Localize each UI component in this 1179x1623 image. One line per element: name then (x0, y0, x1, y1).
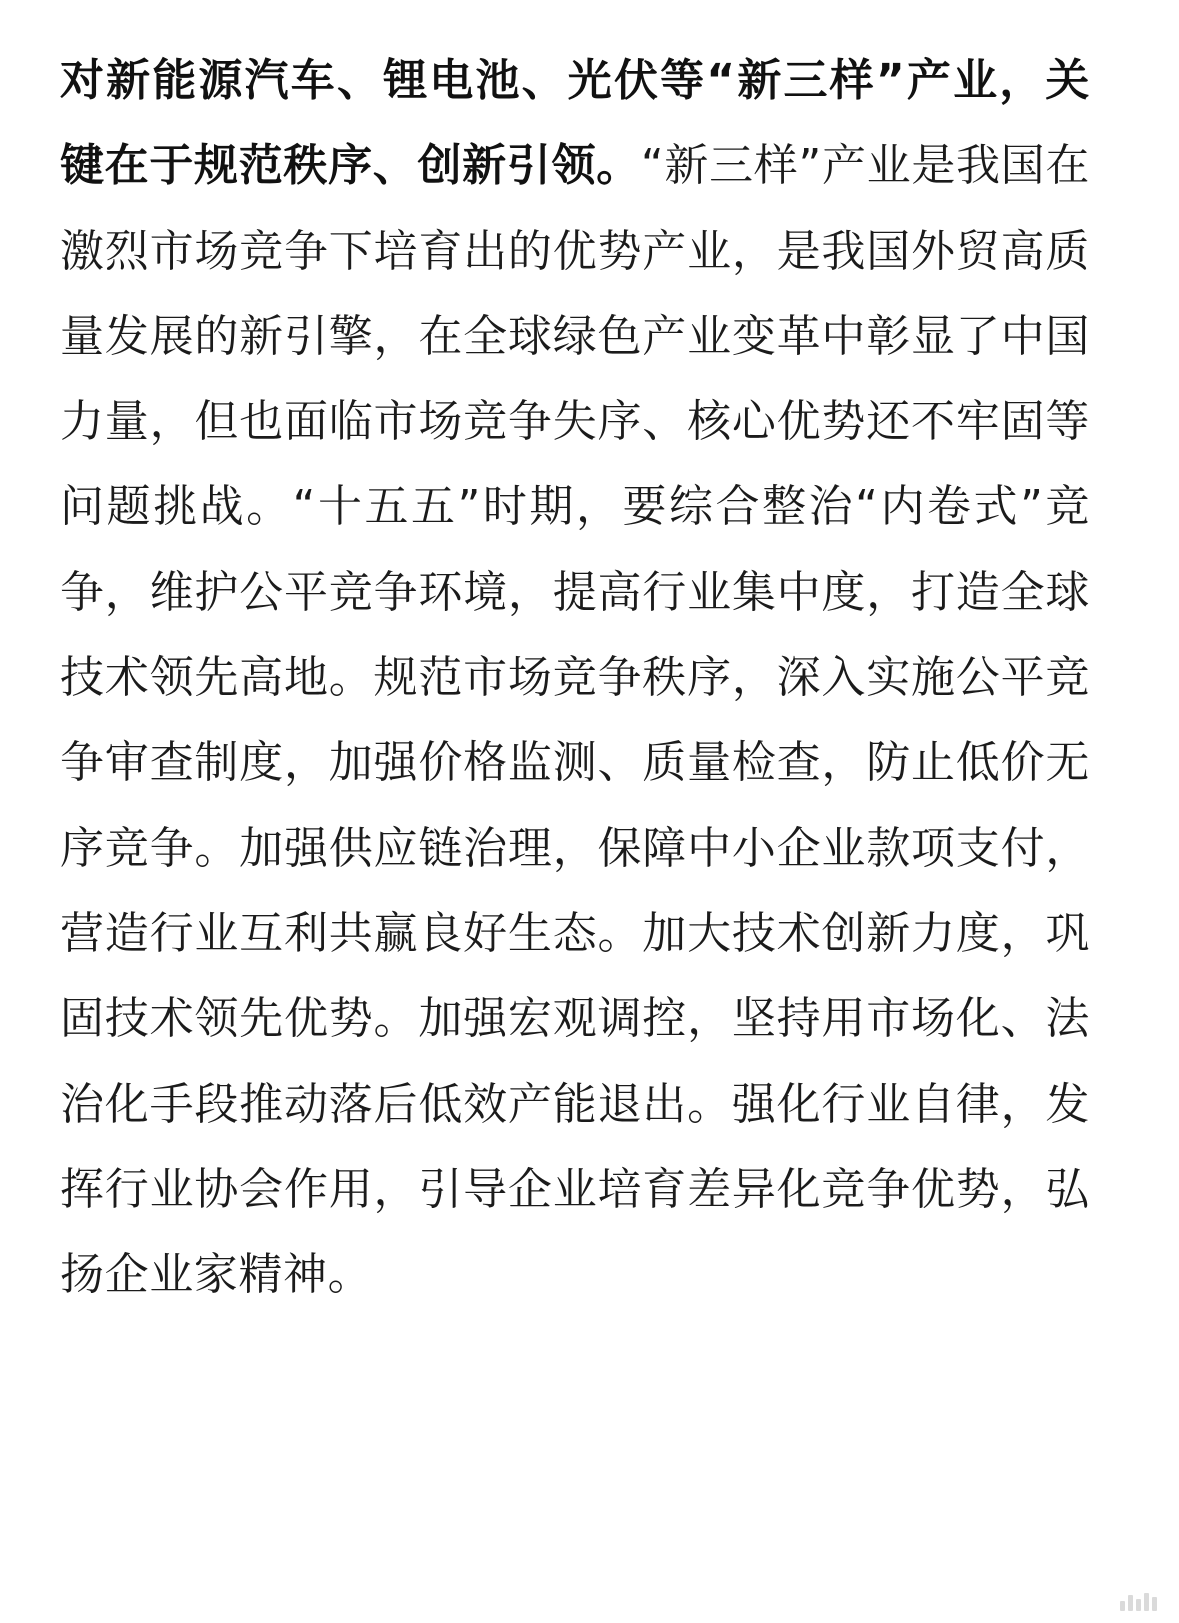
article-paragraph (60, 38, 1090, 1317)
bar-watermark-icon (1120, 1593, 1157, 1611)
watermark (1120, 1593, 1157, 1611)
article-body-text: “新三样”产业是我国在激烈市场竞争下培育出的优势产业，是我国外贸高质量发展的新引擎，在全球绿色产业变革中彰显了中国力量，但也面临市场竞争失序、核心优势还不牢固等问题挑战。“十五五”时期，要综合整治“内卷式”竞争，维护公平竞争环境，提高行业集中度，打造全球技术领先高地。规范市场竞争秩序，深入实施公平竞争审查制度，加强价格监测、质量检查，防止低价无序竞争。加强供应链治理，保障中小企业款项支付，营造行业互利共赢良好生态。加大技术创新力度，巩固技术领先优势。加强宏观调控，坚持用市场化、法治化手段推动落后低效产能退出。强化行业自律，发挥行业协会作用，引导企业培育差异化竞争优势，弘扬企业家精神。 (60, 140, 1090, 1301)
article-lead-sentence: 对新能源汽车、锂电池、光伏等“新三样”产业，关键在于规范秩序、创新引领。 (60, 55, 1090, 192)
